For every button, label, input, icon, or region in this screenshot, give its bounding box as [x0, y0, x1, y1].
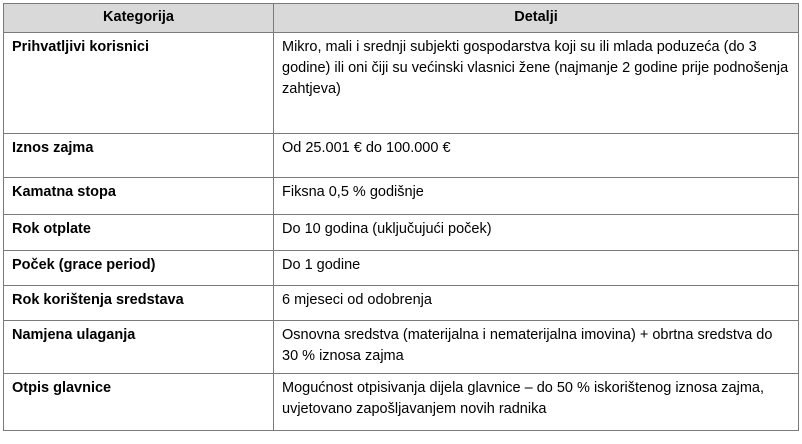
row-details: Fiksna 0,5 % godišnje: [274, 178, 799, 215]
table-row: [4, 374, 799, 431]
row-details: Do 10 godina (uključujući poček): [274, 215, 799, 251]
row-category: Namjena ulaganja: [4, 321, 274, 374]
row-details: 6 mjeseci od odobrenja: [274, 286, 799, 321]
row-category: Poček (grace period): [4, 251, 274, 286]
header-details: Detalji: [274, 4, 799, 33]
row-details: Osnovna sredstva (materijalna i nematerijalna imovina) + obrtna sredstva do 30 % iznosa zajma: [274, 321, 799, 374]
table-row: [4, 251, 799, 286]
table-row: [4, 286, 799, 321]
header-category: Kategorija: [4, 4, 274, 33]
table-row: [4, 178, 799, 215]
row-category: Kamatna stopa: [4, 178, 274, 215]
table-row: [4, 321, 799, 374]
loan-details-table: [3, 3, 799, 431]
row-category: Iznos zajma: [4, 134, 274, 178]
row-category: Otpis glavnice: [4, 374, 274, 431]
row-details: Od 25.001 € do 100.000 €: [274, 134, 799, 178]
row-details: Mikro, mali i srednji subjekti gospodarstva koji su ili mlada poduzeća (do 3 godine) ili oni čiji su većinski vlasnici žene (najmanje 2 godine prije podnošenja zahtjeva): [274, 33, 799, 134]
table-row: [4, 33, 799, 134]
table-row: [4, 134, 799, 178]
table-row: [4, 215, 799, 251]
row-details: Do 1 godine: [274, 251, 799, 286]
table-header-row: [4, 4, 799, 33]
row-category: Rok otplate: [4, 215, 274, 251]
row-category: Prihvatljivi korisnici: [4, 33, 274, 134]
row-details: Mogućnost otpisivanja dijela glavnice – do 50 % iskorištenog iznosa zajma, uvjetovano zapošljavanjem novih radnika: [274, 374, 799, 431]
row-category: Rok korištenja sredstava: [4, 286, 274, 321]
